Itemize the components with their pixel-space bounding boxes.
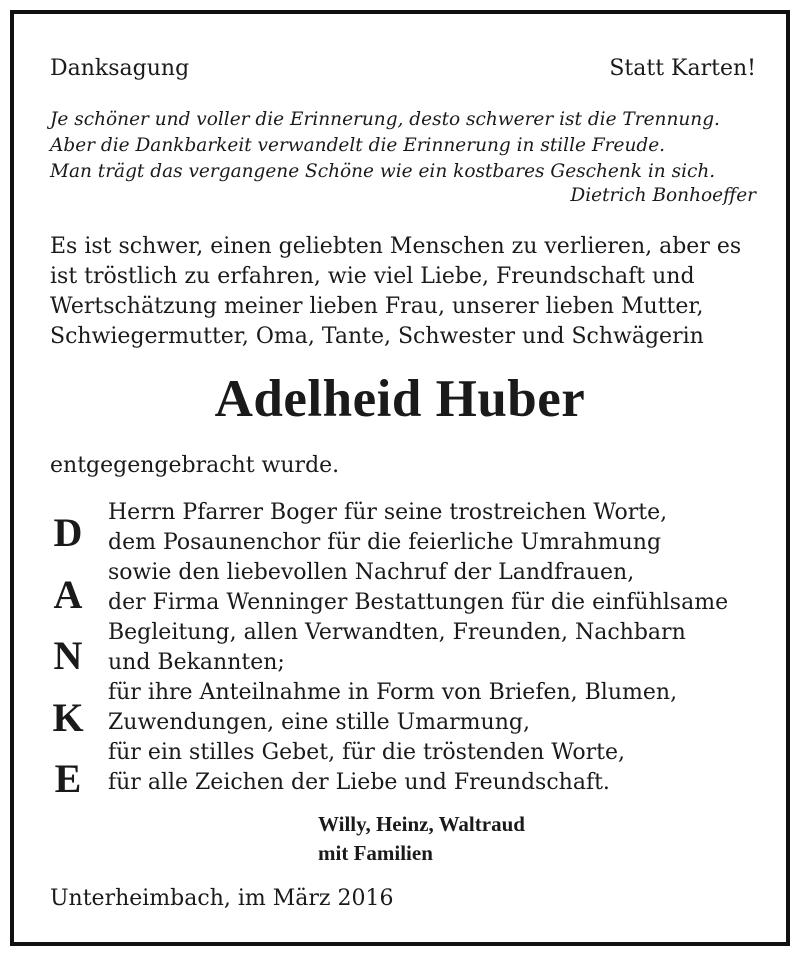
thanks-line: dem Posaunenchor für die feierliche Umrahmung [108, 530, 662, 555]
intro-line: ist tröstlich zu erfahren, wie viel Liebe, Freundschaft und [50, 264, 695, 289]
intro-paragraph [50, 232, 741, 352]
intro-continuation: entgegengebracht wurde. [50, 453, 340, 478]
quote-author: Dietrich Bonhoeffer [570, 185, 756, 206]
thanks-line: für alle Zeichen der Liebe und Freundschaft. [108, 770, 610, 795]
intro-line: Es ist schwer, einen geliebten Menschen zu verlieren, aber es [50, 234, 742, 259]
quote-line: Aber die Dankbarkeit verwandelt die Erinnerung in stille Freude. [50, 135, 666, 156]
thanks-line: für ihre Anteilnahme in Form von Briefen, Blumen, [108, 680, 678, 705]
danke-letter: D [53, 510, 83, 555]
intro-line: Wertschätzung meiner lieben Frau, unserer lieben Mutter, [50, 294, 704, 319]
danke-letters [46, 502, 90, 810]
signature-names: Willy, Heinz, Waltraud [318, 812, 525, 836]
quote-block [50, 107, 720, 185]
danke-letter: E [54, 756, 82, 801]
danke-letter: K [52, 694, 84, 740]
quote-line: Je schöner und voller die Erinnerung, desto schwerer ist die Trennung. [50, 109, 720, 130]
signature-block [318, 810, 525, 868]
thanks-line: Zuwendungen, eine stille Umarmung, [108, 710, 530, 735]
thanks-line: Begleitung, allen Verwandten, Freunden, Nachbarn [108, 620, 686, 645]
deceased-name: Adelheid Huber [214, 370, 586, 428]
notice-heading: Danksagung [50, 56, 190, 81]
place-date: Unterheimbach, im März 2016 [50, 886, 394, 911]
danke-letter: A [53, 571, 83, 617]
thanks-line: sowie den liebevollen Nachruf der Landfrauen, [108, 560, 635, 585]
notice-subheading: Statt Karten! [609, 56, 756, 81]
thanks-line: Herrn Pfarrer Boger für seine trostreichen Worte, [108, 500, 668, 525]
thanks-line: und Bekannten; [108, 650, 285, 675]
thanks-paragraph [108, 498, 728, 798]
thanks-line: für ein stilles Gebet, für die tröstenden Worte, [108, 740, 625, 765]
danke-letter: N [53, 633, 83, 678]
quote-line: Man trägt das vergangene Schöne wie ein kostbares Geschenk in sich. [50, 161, 716, 182]
signature-families: mit Familien [318, 841, 433, 865]
thanks-line: der Firma Wenninger Bestattungen für die einfühlsame [108, 590, 729, 615]
notice-frame [10, 10, 790, 946]
intro-line: Schwiegermutter, Oma, Tante, Schwester und Schwägerin [50, 324, 704, 349]
